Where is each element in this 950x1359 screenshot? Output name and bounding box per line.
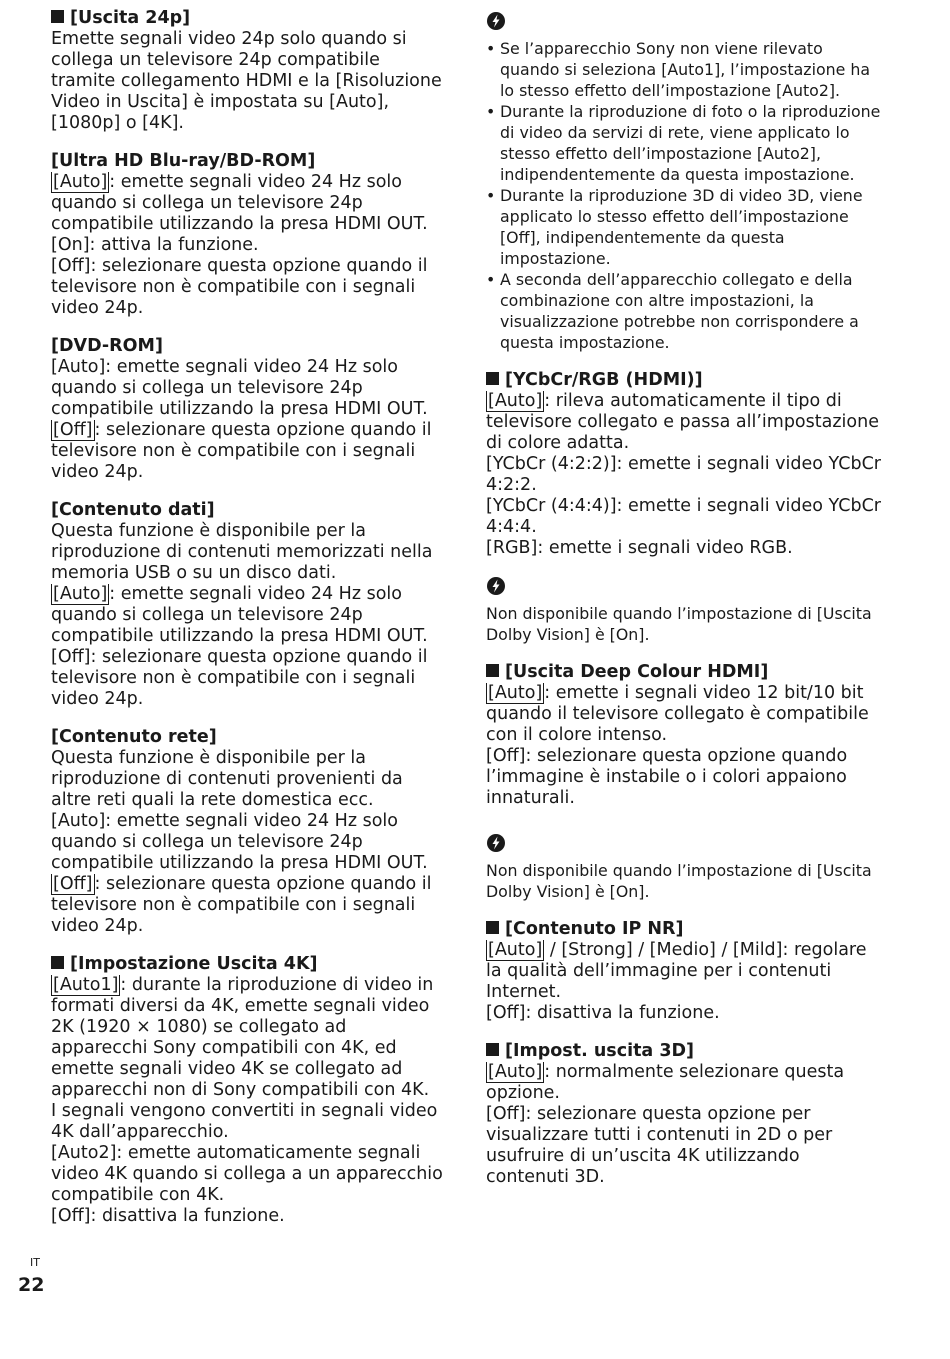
section-deep-colour (486, 662, 881, 809)
option-off: [Off]: selezionare questa opzione quando il televisore non è compatibile con i segnali video 24p. (51, 256, 428, 318)
section-uscita-3d (486, 1041, 881, 1188)
option-off: [Off]: selezionare questa opzione quando l’immagine è instabile o i colori appaiono innaturali. (486, 746, 848, 808)
left-column (51, 8, 443, 1244)
subheading: [Contenuto rete] (51, 727, 217, 747)
subheading: [Ultra HD Blu-ray/BD-ROM] (51, 151, 316, 171)
option-auto1: [Auto1] : durante la riproduzione di video in formati diversi da 4K, emette segnali video 2K (1920 × 1080) se collegato ad apparecchi Sony compatibili con 4K, ed emette segnali video 4K se collegato ad apparecchi non di Sony compatibili con 4K. (51, 975, 434, 1100)
section-heading: [Uscita 24p] (51, 8, 443, 29)
subheading: [DVD-ROM] (51, 336, 163, 356)
note-item: • Durante la riproduzione di foto o la riproduzione di video da servizi di rete, viene applicato lo stesso effetto dell’impostazione [Auto2], indipendentemente da questa impostazione. (486, 101, 881, 185)
paragraph: I segnali vengono convertiti in segnali video 4K dall’apparecchio. (51, 1101, 438, 1142)
section-uscita-24p (51, 8, 443, 134)
option-off: [Off]: disattiva la funzione. (51, 1206, 285, 1226)
square-bullet-icon (486, 372, 499, 385)
notes-list (486, 38, 881, 353)
section-contenuto-dati (51, 500, 443, 710)
square-bullet-icon (486, 1043, 499, 1056)
note-block (486, 833, 881, 902)
option-auto: [Auto] : emette i segnali video 12 bit/10 bit quando il televisore collegato è compatibile con il colore intenso. (486, 683, 869, 745)
paragraph: Questa funzione è disponibile per la riproduzione di contenuti memorizzati nella memoria USB o su un disco dati. (51, 521, 433, 583)
option-auto: [Auto] / [Strong] / [Medio] / [Mild]: regolare la qualità dell’immagine per i contenuti Internet. (486, 940, 867, 1002)
option-off: [Off] : selezionare questa opzione quando il televisore non è compatibile con i segnali video 24p. (51, 420, 432, 482)
section-ip-nr (486, 919, 881, 1024)
note-item: • A seconda dell’apparecchio collegato e della combinazione con altre impostazioni, la visualizzazione potrebbe non corrispondere a questa impostazione. (486, 269, 881, 353)
paragraph: Questa funzione è disponibile per la riproduzione di contenuti provenienti da altre reti quali la rete domestica ecc. (51, 748, 403, 810)
option-auto: [Auto] : rileva automaticamente il tipo di televisore collegato e passa all’impostazione di colore adatta. (486, 391, 879, 453)
square-bullet-icon (51, 10, 64, 23)
option-auto: [Auto]: emette segnali video 24 Hz solo quando si collega un televisore 24p compatibile utilizzando la presa HDMI OUT. (51, 357, 428, 419)
note-icon (486, 11, 506, 31)
default-option: [Auto] (53, 584, 108, 604)
section-heading: [Contenuto IP NR] (486, 919, 881, 940)
notes-block (486, 11, 881, 353)
option-on: [On]: attiva la funzione. (51, 235, 259, 255)
right-column (486, 8, 881, 1205)
note-icon (486, 833, 506, 853)
section-heading: [Impost. uscita 3D] (486, 1041, 881, 1062)
page-number: 22 (18, 1274, 45, 1296)
note-icon (486, 576, 506, 596)
option-auto2: [Auto2]: emette automaticamente segnali video 4K quando si collega a un apparecchio compatibile con 4K. (51, 1143, 443, 1205)
option-auto: [Auto] : normalmente selezionare questa opzione. (486, 1062, 845, 1103)
paragraph: Emette segnali video 24p solo quando si collega un televisore 24p compatibile tramite collegamento HDMI e la [Risoluzione Video in Uscita] è impostata su [Auto], [1080p] o [4K]. (51, 29, 442, 133)
default-option: [Auto] (488, 683, 543, 703)
option-ycbcr-422: [YCbCr (4:2:2)]: emette i segnali video YCbCr 4:2:2. (486, 454, 881, 495)
note-item: • Durante la riproduzione 3D di video 3D, viene applicato lo stesso effetto dell’impostazione [Off], indipendentemente da questa impostazione. (486, 185, 881, 269)
default-option: [Off] (53, 420, 93, 440)
section-contenuto-rete (51, 727, 443, 937)
default-option: [Auto] (488, 940, 543, 960)
default-option: [Off] (53, 874, 93, 894)
section-uscita-4k (51, 954, 443, 1227)
option-auto: [Auto]: emette segnali video 24 Hz solo quando si collega un televisore 24p compatibile utilizzando la presa HDMI OUT. (51, 811, 428, 873)
square-bullet-icon (51, 956, 64, 969)
section-heading: [YCbCr/RGB (HDMI)] (486, 370, 881, 391)
subheading: [Contenuto dati] (51, 500, 215, 520)
option-off: [Off]: selezionare questa opzione per visualizzare tutti i contenuti in 2D o per usufruire di un’uscita 4K utilizzando contenuti 3D. (486, 1104, 833, 1187)
square-bullet-icon (486, 921, 499, 934)
section-ultra-hd (51, 151, 443, 319)
section-ycbcr-rgb (486, 370, 881, 559)
language-code: IT (30, 1256, 40, 1269)
section-heading: [Uscita Deep Colour HDMI] (486, 662, 881, 683)
option-ycbcr-444: [YCbCr (4:4:4)]: emette i segnali video YCbCr 4:4:4. (486, 496, 881, 537)
square-bullet-icon (486, 664, 499, 677)
note-text: Non disponibile quando l’impostazione di [Uscita Dolby Vision] è [On]. (486, 861, 872, 901)
section-heading: [Impostazione Uscita 4K] (51, 954, 443, 975)
default-option: [Auto] (488, 391, 543, 411)
default-option: [Auto] (53, 172, 108, 192)
default-option: [Auto] (488, 1062, 543, 1082)
section-dvd-rom (51, 336, 443, 483)
option-auto: [Auto] : emette segnali video 24 Hz solo quando si collega un televisore 24p compatibile utilizzando la presa HDMI OUT. (51, 584, 428, 646)
note-text: Non disponibile quando l’impostazione di [Uscita Dolby Vision] è [On]. (486, 604, 872, 644)
default-option: [Auto1] (53, 975, 119, 995)
note-item: • Se l’apparecchio Sony non viene rilevato quando si seleziona [Auto1], l’impostazione ha lo stesso effetto dell’impostazione [Auto2]. (486, 38, 881, 101)
option-off: [Off]: selezionare questa opzione quando il televisore non è compatibile con i segnali video 24p. (51, 647, 428, 709)
option-off: [Off] : selezionare questa opzione quando il televisore non è compatibile con i segnali video 24p. (51, 874, 432, 936)
option-rgb: [RGB]: emette i segnali video RGB. (486, 538, 793, 558)
option-off: [Off]: disattiva la funzione. (486, 1003, 720, 1023)
option-auto: [Auto] : emette segnali video 24 Hz solo quando si collega un televisore 24p compatibile utilizzando la presa HDMI OUT. (51, 172, 428, 234)
note-block (486, 576, 881, 645)
